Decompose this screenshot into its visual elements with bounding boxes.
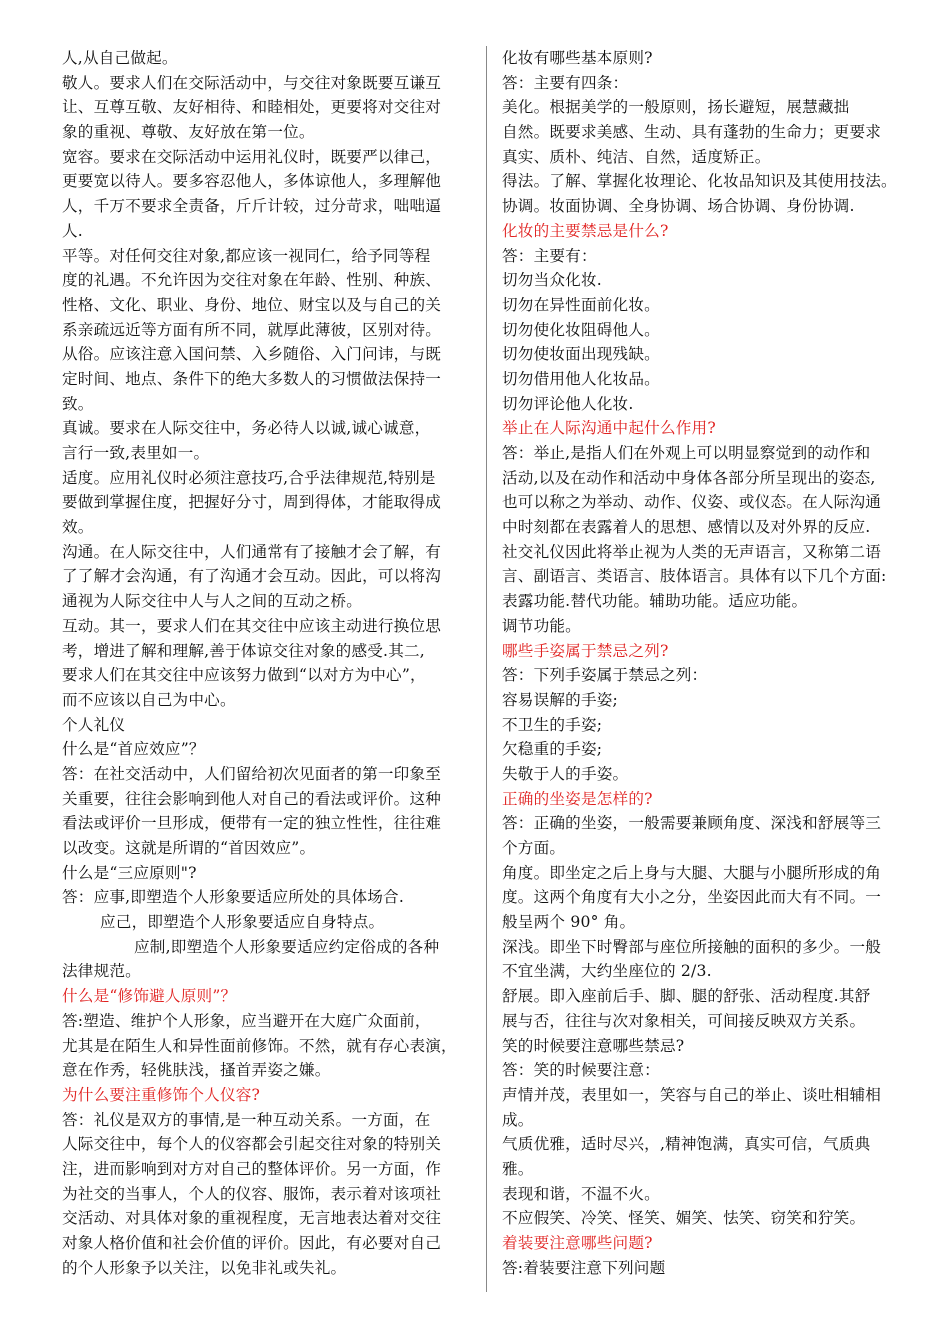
question-heading: 正确的坐姿是怎样的?	[502, 789, 653, 808]
text-line: 沟通。在人际交往中，人们通常有了接触才会了解，有	[62, 542, 442, 561]
text-line: 尤其是在陌生人和异性面前修饰。不然，就有存心表演，	[62, 1036, 457, 1055]
question-heading: 什么是“修饰避人原则”？	[62, 987, 237, 1006]
text-line: 切勿评论他人化妆.	[502, 394, 634, 413]
text-line: 答：应事,即塑造个人形象要适应所处的具体场合.	[62, 888, 404, 907]
text-line: 协调。妆面协调、全身协调、场合协调、身份协调.	[502, 197, 855, 216]
text-line: 切勿在异性面前化妆。	[502, 295, 660, 314]
text-line: 角度。即坐定之后上身与大腿、大腿与小腿所形成的角	[502, 863, 882, 882]
question-heading: 着装要注意哪些问题?	[502, 1234, 653, 1252]
text-line: 中时刻都在表露着人的思想、感情以及对外界的反应.	[502, 518, 871, 537]
text-line: 答：正确的坐姿，一般需要兼顾角度、深浅和舒展等三	[502, 814, 882, 833]
text-line: 切勿借用他人化妆品。	[502, 369, 660, 388]
left-column	[62, 46, 476, 1280]
text-line: 系亲疏远近等方面有所不同，就厚此薄彼，区别对待。	[62, 320, 442, 339]
text-line: 不宜坐满，大约坐座位的 2/3.	[502, 962, 712, 981]
text-line: 调节功能。	[502, 616, 581, 635]
text-line: 而不应该以自己为中心。	[62, 690, 236, 709]
text-line: 成。	[502, 1110, 534, 1129]
text-line: 效。	[62, 518, 94, 537]
text-line: 不卫生的手姿;	[502, 715, 603, 734]
text-line: 互动。其一，要求人们在其交往中应该主动进行换位思	[62, 616, 442, 635]
text-line: 从俗。应该注意入国问禁、入乡随俗、入门问讳，与既	[62, 345, 442, 364]
text-line: 宽容。要求在交际活动中运用礼仪时，既要严以律己，	[62, 147, 442, 166]
text-line: 展与否，往往与次对象相关，可间接反映双方关系。	[502, 1011, 866, 1030]
text-line: 更要宽以待人。要多容忍他人，多体谅他人，多理解他	[62, 172, 442, 191]
text-line: 交活动、对具体对象的重视程度，无言地表达着对交往	[62, 1209, 442, 1228]
text-line: 化妆有哪些基本原则?	[502, 49, 653, 67]
text-line: 敬人。要求人们在交际活动中，与交往对象既要互谦互	[62, 73, 442, 92]
text-line: 要做到掌握住度，把握好分寸，周到得体，才能取得成	[62, 493, 442, 512]
text-line: 社交礼仪因此将举止视为人类的无声语言，又称第二语	[502, 542, 882, 561]
text-line: 度。这两个角度有大小之分，坐姿因此而大有不同。一	[502, 888, 882, 907]
text-line: 性格、文化、职业、身份、地位、财宝以及与自己的关	[62, 295, 442, 314]
text-line: 的个人形象予以关注，以免非礼或失礼。	[62, 1258, 347, 1277]
text-line: 人,从自己做起。	[62, 49, 178, 67]
text-line: 答:塑造、维护个人形象，应当避开在大庭广众面前，	[62, 1011, 431, 1030]
text-line: 美化。根据美学的一般原则，扬长避短，展慧藏拙	[502, 98, 850, 117]
text-line: 人.	[62, 221, 83, 240]
question-heading: 为什么要注重修饰个人仪容?	[62, 1085, 261, 1104]
text-line: 言行一致,表里如一。	[62, 444, 210, 462]
text-line: 考，增进了解和理解,善于体谅交往对象的感受.其二,	[62, 641, 425, 660]
text-line: 答：举止,是指人们在外观上可以明显察觉到的动作和	[502, 444, 871, 462]
text-line: 个方面。	[502, 839, 566, 857]
text-line: 活动,以及在动作和活动中身体各部分所呈现出的姿态,	[502, 468, 876, 487]
text-line: 答:着装要注意下列问题	[502, 1258, 666, 1277]
text-line: 切勿当众化妆.	[502, 271, 602, 290]
text-line: 表露功能.替代功能。辅助功能。适应功能。	[502, 592, 808, 611]
text-line: 度的礼遇。不允许因为交往对象在年龄、性别、种族、	[62, 271, 442, 290]
text-line: 失敬于人的手姿。	[502, 764, 629, 783]
text-line: 关重要，往往会影响到他人对自己的看法或评价。这种	[62, 789, 442, 808]
text-line: 声情并茂，表里如一，笑容与自己的举止、谈吐相辅相	[502, 1085, 882, 1104]
text-line: 雅。	[502, 1159, 534, 1178]
text-line: 通视为人际交往中人与人之间的互动之桥。	[62, 592, 363, 611]
text-line: 答：礼仪是双方的事情,是一种互动关系。一方面，在	[62, 1110, 431, 1129]
question-heading: 举止在人际沟通中起什么作用?	[502, 419, 716, 438]
text-line: 定时间、地点、条件下的绝大多数人的习惯做法保持一	[62, 369, 442, 388]
text-line: 真诚。要求在人际交往中，务必待人以诚,诚心诚意，	[62, 419, 431, 438]
question-heading: 哪些手姿属于禁忌之列?	[502, 641, 669, 660]
text-line: 了了解才会沟通，有了沟通才会互动。因此，可以将沟	[62, 567, 442, 586]
text-line: 言、副语言、类语言、肢体语言。具体有以下几个方面:	[502, 567, 887, 586]
text-line: 什么是“三应原则"?	[62, 863, 197, 882]
text-line: 答：主要有四条：	[502, 73, 629, 92]
text-line: 什么是“首应效应”？	[62, 740, 205, 759]
question-heading: 化妆的主要禁忌是什么?	[502, 221, 669, 240]
text-line: 切勿使妆面出现残缺。	[502, 345, 660, 364]
text-line: 表现和谐，不温不火。	[502, 1184, 660, 1203]
text-line: 法律规范。	[62, 962, 141, 981]
text-line: 不应假笑、冷笑、怪笑、媚笑、怯笑、窃笑和狞笑。	[502, 1209, 866, 1228]
column-divider	[486, 46, 487, 1292]
text-line: 看法或评价一旦形成，便带有一定的独立性性，往往难	[62, 814, 442, 833]
text-line: 容易误解的手姿;	[502, 690, 619, 709]
text-line: 气质优雅，适时尽兴，,精神饱满，真实可信，气质典	[502, 1135, 871, 1154]
text-line: 得法。了解、掌握化妆理论、化妆品知识及其使用技法。	[502, 172, 897, 191]
text-line: 应己，即塑造个人形象要适应自身特点。	[100, 913, 385, 932]
text-line: 答：主要有：	[502, 246, 597, 265]
text-line: 个人礼仪	[62, 715, 126, 734]
text-line: 真实、质朴、纯洁、自然，适度矫正。	[502, 147, 771, 166]
text-line: 以改变。这就是所谓的“首因效应”。	[62, 839, 316, 857]
text-line: 舒展。即入座前后手、脚、腿的舒张、活动程度.其舒	[502, 987, 871, 1006]
text-line: 要求人们在其交往中应该努力做到“以对方为中心”，	[62, 666, 426, 685]
text-line: 对象人格价值和社会价值的评价。因此，有必要对自己	[62, 1234, 442, 1252]
text-line: 人际交往中，每个人的仪容都会引起交往对象的特别关	[62, 1135, 442, 1154]
text-line: 意在作秀，轻佻肤浅，搔首弄姿之嫌。	[62, 1061, 331, 1080]
text-line: 欠稳重的手姿;	[502, 740, 603, 759]
right-column	[502, 46, 916, 1280]
text-line: 也可以称之为举动、动作、仪姿、或仪态。在人际沟通	[502, 493, 882, 512]
text-line: 让、互尊互敬、友好相待、和睦相处，更要将对交往对	[62, 98, 442, 117]
text-line: 切勿使化妆阻碍他人。	[502, 320, 660, 339]
text-line: 答：下列手姿属于禁忌之列：	[502, 666, 708, 685]
text-line: 人，千万不要求全责备，斤斤计较，过分苛求，咄咄逼	[62, 197, 442, 216]
text-line: 应制,即塑造个人形象要适应约定俗成的各种	[134, 937, 440, 956]
text-line: 注，进而影响到对方对自己的整体评价。另一方面，作	[62, 1159, 442, 1178]
text-line: 象的重视、尊敬、友好放在第一位。	[62, 123, 315, 142]
text-line: 为社交的当事人，个人的仪容、服饰，表示着对该项社	[62, 1184, 442, 1203]
text-line: 般呈两个 90° 角。	[502, 913, 636, 932]
text-line: 适度。应用礼仪时必须注意技巧,合乎法律规范,特别是	[62, 468, 436, 487]
text-line: 答：在社交活动中，人们留给初次见面者的第一印象至	[62, 764, 442, 783]
text-line: 笑的时候要注意哪些禁忌?	[502, 1036, 685, 1055]
text-line: 致。	[62, 394, 94, 413]
text-line: 深浅。即坐下时臀部与座位所接触的面积的多少。一般	[502, 937, 882, 956]
text-line: 平等。对任何交往对象,都应该一视同仁，给予同等程	[62, 246, 431, 265]
text-line: 答：笑的时候要注意：	[502, 1061, 660, 1080]
text-line: 自然。既要求美感、生动、具有蓬勃的生命力；更要求	[502, 123, 882, 142]
